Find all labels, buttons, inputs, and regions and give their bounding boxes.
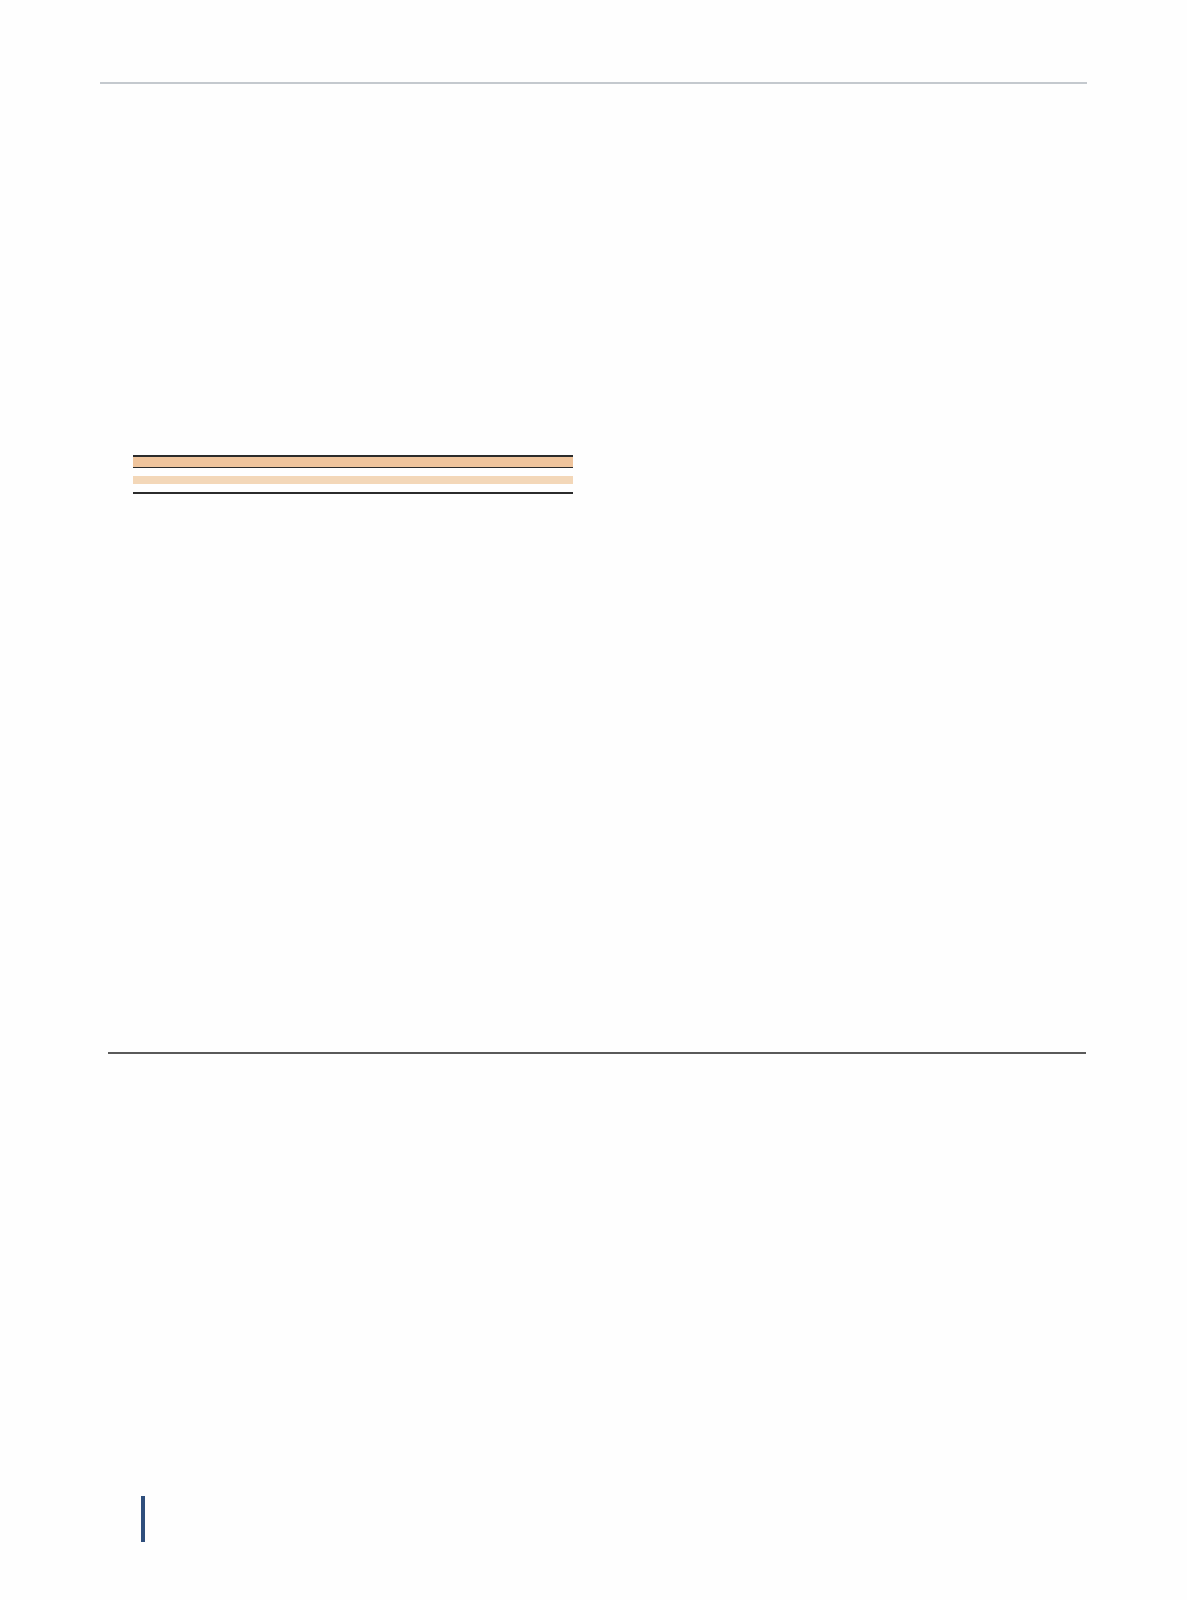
cell-icorr-3: [230, 484, 415, 493]
tafel-chart: [133, 124, 573, 439]
cell-icorr-1: [230, 468, 415, 477]
footer-divider-bar: [141, 1496, 145, 1542]
top-columns: [133, 124, 1039, 510]
figure-8: [133, 124, 573, 439]
cell-icorr-2: [230, 476, 415, 484]
cell-ecorr-1: [415, 468, 573, 477]
bottom-section: [133, 1072, 1039, 1084]
cell-ecorr-3: [415, 484, 573, 493]
cell-scheme-3: [133, 484, 230, 493]
left-column: [133, 124, 573, 510]
page-header: [100, 76, 1087, 84]
table-row: [133, 468, 573, 477]
cell-scheme-2: [133, 476, 230, 484]
section-divider: [108, 1052, 1086, 1054]
column-header-icorr: [230, 456, 415, 468]
cell-scheme-1: [133, 468, 230, 477]
table-row: [133, 484, 573, 493]
column-header-scheme: [133, 456, 230, 468]
table-row: [133, 476, 573, 484]
cell-ecorr-2: [415, 476, 573, 484]
table-3: [133, 455, 573, 494]
table-header-row: [133, 456, 573, 468]
column-header-ecorr: [415, 456, 573, 468]
right-column: [599, 124, 1039, 510]
page-footer: [130, 1494, 154, 1542]
